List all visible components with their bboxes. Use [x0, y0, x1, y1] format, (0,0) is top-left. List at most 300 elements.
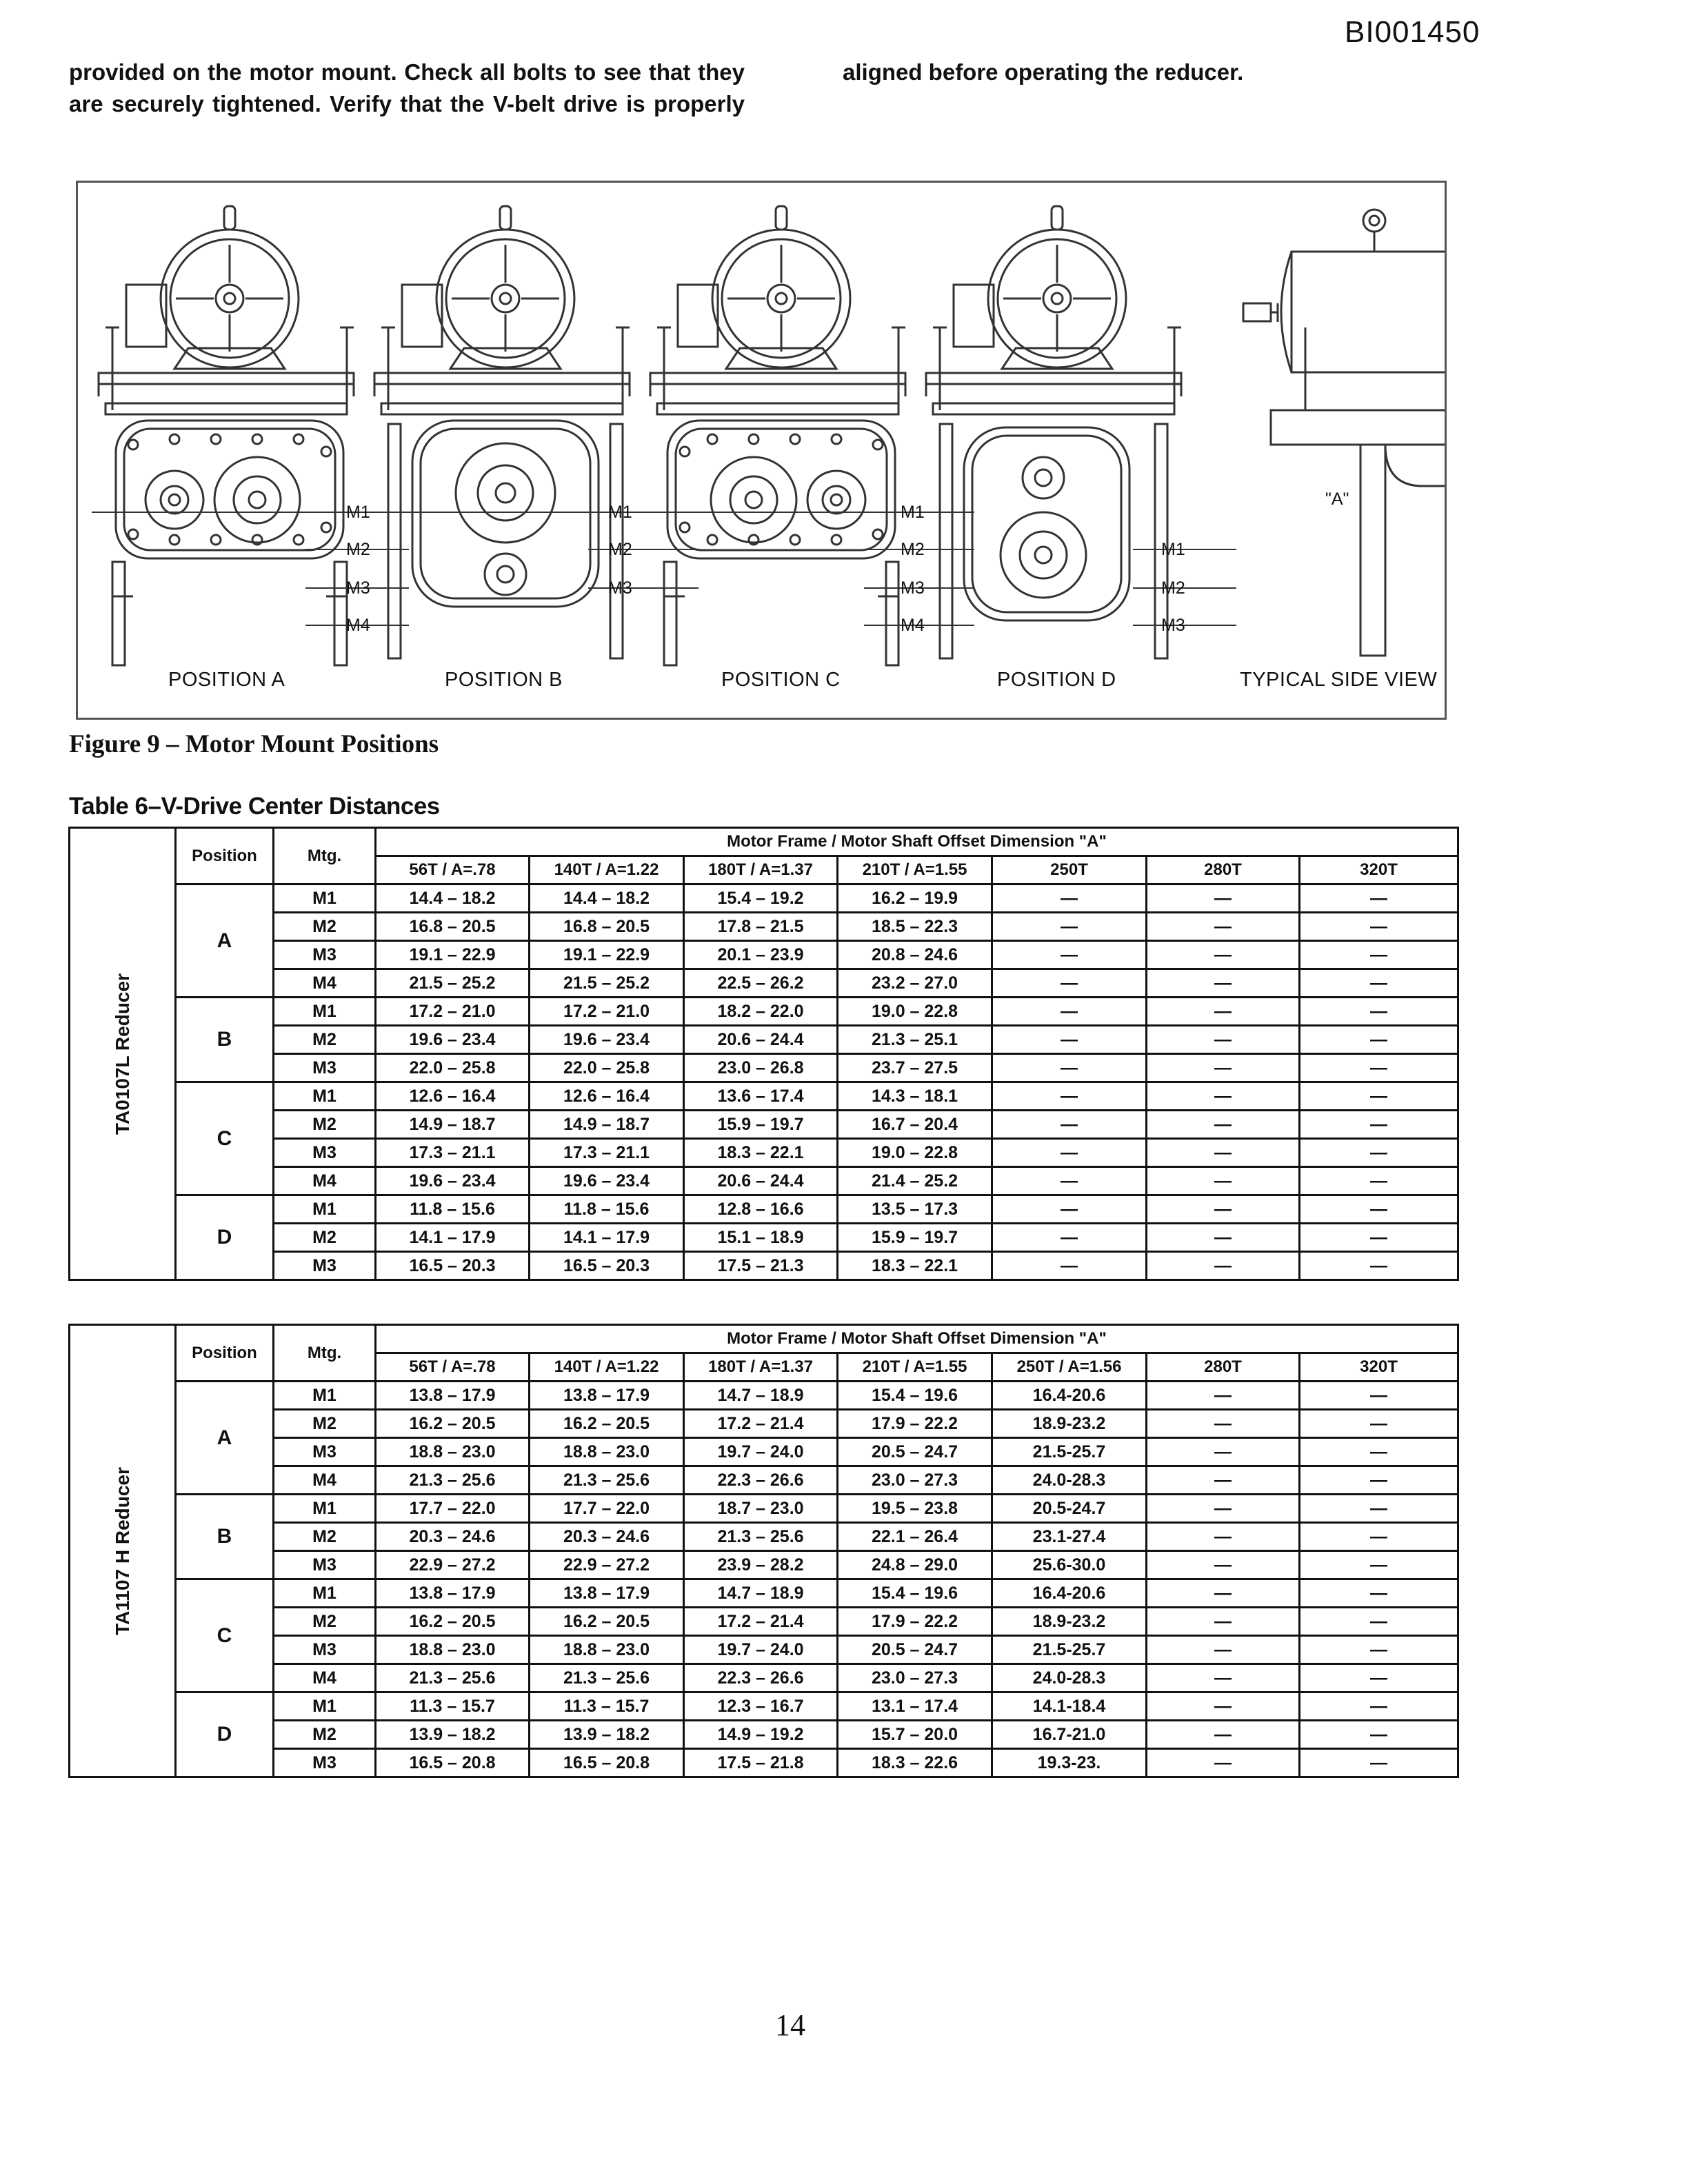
distance-cell: —: [1300, 1139, 1458, 1167]
distance-cell: —: [1147, 1382, 1300, 1410]
intro-text-left: [69, 57, 745, 120]
figure-caption: Figure 9 – Motor Mount Positions: [69, 730, 439, 758]
mtg-cell: M1: [274, 1382, 376, 1410]
table-row: [70, 1167, 1458, 1195]
distance-cell: —: [1147, 1466, 1300, 1495]
distance-cell: 24.0-28.3: [992, 1664, 1147, 1692]
caption-position-a: POSITION A: [168, 669, 285, 691]
distance-cell: 21.3 – 25.6: [530, 1664, 684, 1692]
distance-cell: 16.7 – 20.4: [838, 1111, 992, 1139]
distance-cell: 20.1 – 23.9: [684, 941, 838, 969]
distance-cell: 23.0 – 27.3: [838, 1466, 992, 1495]
table-row: [70, 1495, 1458, 1523]
distance-cell: —: [992, 1224, 1147, 1252]
distance-cell: —: [1300, 941, 1458, 969]
distance-cell: 18.2 – 22.0: [684, 998, 838, 1026]
distance-cell: 15.9 – 19.7: [838, 1224, 992, 1252]
distance-cell: —: [992, 998, 1147, 1026]
distance-cell: 14.1 – 17.9: [530, 1224, 684, 1252]
motor-frame-header: Motor Frame / Motor Shaft Offset Dimension "A": [376, 1325, 1458, 1353]
motor-mount-drawing: [78, 183, 1445, 718]
distance-cell: 19.0 – 22.8: [838, 1139, 992, 1167]
distance-cell: 22.5 – 26.2: [684, 969, 838, 998]
distance-cell: 22.3 – 26.6: [684, 1466, 838, 1495]
distance-cell: —: [1300, 1749, 1458, 1777]
distance-cell: 12.6 – 16.4: [530, 1082, 684, 1111]
distance-cell: 19.1 – 22.9: [376, 941, 530, 969]
intro-text-right: aligned before operating the reducer.: [843, 59, 1244, 85]
distance-cell: —: [1300, 1195, 1458, 1224]
distance-cell: 18.8 – 23.0: [530, 1438, 684, 1466]
distance-cell: 14.9 – 18.7: [376, 1111, 530, 1139]
dimension-a-label: "A": [1325, 489, 1349, 509]
distance-cell: —: [1300, 1111, 1458, 1139]
mount-label-d-m1: M1: [1161, 540, 1185, 559]
col-header: 320T: [1300, 856, 1458, 884]
distance-cell: —: [1147, 1139, 1300, 1167]
table-body: [70, 828, 1458, 1280]
mount-label-c-m2: M2: [901, 540, 925, 559]
distance-cell: —: [1300, 1664, 1458, 1692]
table-row: [70, 1054, 1458, 1082]
table-row: [70, 941, 1458, 969]
distance-cell: —: [1147, 1111, 1300, 1139]
distance-cell: —: [1300, 1252, 1458, 1280]
distance-cell: 13.9 – 18.2: [376, 1721, 530, 1749]
distance-cell: —: [1147, 1252, 1300, 1280]
distance-cell: 23.0 – 27.3: [838, 1664, 992, 1692]
distance-cell: —: [992, 1026, 1147, 1054]
distance-cell: —: [992, 1252, 1147, 1280]
distance-cell: 19.6 – 23.4: [530, 1167, 684, 1195]
distance-cell: 11.3 – 15.7: [530, 1692, 684, 1721]
distance-cell: —: [1300, 1692, 1458, 1721]
mount-label-d-m3: M3: [1161, 616, 1185, 635]
mount-label-c-m3: M3: [901, 578, 925, 598]
distance-cell: 24.0-28.3: [992, 1466, 1147, 1495]
position-cell: A: [176, 884, 274, 998]
distance-cell: —: [1300, 969, 1458, 998]
distance-cell: —: [1147, 1551, 1300, 1579]
distance-cell: 17.9 – 22.2: [838, 1410, 992, 1438]
distance-cell: 15.7 – 20.0: [838, 1721, 992, 1749]
distance-cell: —: [1300, 1026, 1458, 1054]
table-row: [70, 1608, 1458, 1636]
mtg-cell: M2: [274, 1026, 376, 1054]
table-row: [70, 1664, 1458, 1692]
distance-cell: 14.3 – 18.1: [838, 1082, 992, 1111]
distance-cell: 22.3 – 26.6: [684, 1664, 838, 1692]
position-cell: D: [176, 1692, 274, 1777]
distance-cell: 17.3 – 21.1: [530, 1139, 684, 1167]
distance-cell: 17.5 – 21.8: [684, 1749, 838, 1777]
col-header: 250T / A=1.56: [992, 1353, 1147, 1382]
distance-cell: —: [1147, 1167, 1300, 1195]
mtg-cell: M4: [274, 1167, 376, 1195]
table-row: [70, 1438, 1458, 1466]
distance-cell: 15.1 – 18.9: [684, 1224, 838, 1252]
distance-cell: 20.6 – 24.4: [684, 1167, 838, 1195]
distance-cell: —: [1147, 1054, 1300, 1082]
distance-cell: 21.5-25.7: [992, 1636, 1147, 1664]
distance-cell: —: [992, 884, 1147, 913]
distance-cell: 24.8 – 29.0: [838, 1551, 992, 1579]
distance-cell: —: [1147, 969, 1300, 998]
distance-cell: —: [1147, 1721, 1300, 1749]
distance-cell: 23.1-27.4: [992, 1523, 1147, 1551]
distance-cell: —: [1300, 1466, 1458, 1495]
distance-cell: —: [1300, 1438, 1458, 1466]
distance-cell: 23.2 – 27.0: [838, 969, 992, 998]
reducer-name: TA1107 H Reducer: [111, 1466, 133, 1635]
col-header: 140T / A=1.22: [530, 856, 684, 884]
distance-cell: —: [1147, 1636, 1300, 1664]
table-row: [70, 1410, 1458, 1438]
distance-cell: 22.0 – 25.8: [376, 1054, 530, 1082]
distance-cell: 20.3 – 24.6: [376, 1523, 530, 1551]
col-header: 56T / A=.78: [376, 856, 530, 884]
col-header: 210T / A=1.55: [838, 1353, 992, 1382]
distance-cell: 19.0 – 22.8: [838, 998, 992, 1026]
mtg-cell: M2: [274, 1523, 376, 1551]
position-cell: B: [176, 1495, 274, 1579]
distance-cell: 20.3 – 24.6: [530, 1523, 684, 1551]
mtg-header: Mtg.: [274, 828, 376, 884]
distance-cell: 19.5 – 23.8: [838, 1495, 992, 1523]
mtg-cell: M1: [274, 1579, 376, 1608]
caption-position-d: POSITION D: [997, 669, 1116, 691]
distance-cell: 15.4 – 19.6: [838, 1382, 992, 1410]
distance-cell: 19.3-23.: [992, 1749, 1147, 1777]
table-row: [70, 1195, 1458, 1224]
mtg-header: Mtg.: [274, 1325, 376, 1382]
col-header: 180T / A=1.37: [684, 1353, 838, 1382]
distance-cell: 16.2 – 20.5: [530, 1608, 684, 1636]
distance-cell: —: [1147, 1495, 1300, 1523]
motor-mount-figure: [76, 181, 1447, 720]
distance-cell: —: [1300, 1224, 1458, 1252]
mtg-cell: M1: [274, 1082, 376, 1111]
table-row: [70, 1111, 1458, 1139]
distance-cell: 22.0 – 25.8: [530, 1054, 684, 1082]
distance-cell: 18.9-23.2: [992, 1608, 1147, 1636]
distance-cell: 20.5-24.7: [992, 1495, 1147, 1523]
distance-cell: —: [1147, 1195, 1300, 1224]
distance-cell: 14.9 – 19.2: [684, 1721, 838, 1749]
side-view-drawing: [1243, 210, 1445, 656]
table-row: [70, 913, 1458, 941]
distance-cell: 16.2 – 20.5: [376, 1608, 530, 1636]
table-row: [70, 1551, 1458, 1579]
mtg-cell: M3: [274, 1438, 376, 1466]
reducer-label-cell: [70, 828, 176, 1280]
caption-side-view: TYPICAL SIDE VIEW: [1240, 669, 1438, 691]
mtg-cell: M2: [274, 1224, 376, 1252]
distance-cell: 13.9 – 18.2: [530, 1721, 684, 1749]
distance-cell: 16.4-20.6: [992, 1579, 1147, 1608]
distance-cell: 13.6 – 17.4: [684, 1082, 838, 1111]
position-b-drawing: [368, 206, 699, 658]
distance-cell: 13.5 – 17.3: [838, 1195, 992, 1224]
distance-cell: 16.5 – 20.8: [530, 1749, 684, 1777]
distance-cell: 23.9 – 28.2: [684, 1551, 838, 1579]
mount-label-c-m4: M4: [901, 616, 925, 635]
distance-cell: 25.6-30.0: [992, 1551, 1147, 1579]
table-row: [70, 1139, 1458, 1167]
distance-cell: —: [992, 941, 1147, 969]
distance-cell: 22.1 – 26.4: [838, 1523, 992, 1551]
distance-cell: 14.1-18.4: [992, 1692, 1147, 1721]
table-row: [70, 1252, 1458, 1280]
mtg-cell: M2: [274, 1410, 376, 1438]
distance-cell: —: [1147, 941, 1300, 969]
mtg-cell: M4: [274, 1466, 376, 1495]
distance-cell: 18.3 – 22.6: [838, 1749, 992, 1777]
distance-cell: 17.7 – 22.0: [530, 1495, 684, 1523]
distance-cell: —: [1300, 1523, 1458, 1551]
distance-cell: 17.3 – 21.1: [376, 1139, 530, 1167]
table-row: [70, 1224, 1458, 1252]
distance-cell: —: [1147, 1664, 1300, 1692]
distance-cell: 11.8 – 15.6: [376, 1195, 530, 1224]
distance-cell: 16.5 – 20.8: [376, 1749, 530, 1777]
distance-cell: 21.3 – 25.1: [838, 1026, 992, 1054]
vdrive-table-ta0107l: [68, 827, 1459, 1281]
mtg-cell: M1: [274, 1195, 376, 1224]
distance-cell: —: [992, 1111, 1147, 1139]
distance-cell: —: [1147, 1026, 1300, 1054]
distance-cell: 16.8 – 20.5: [376, 913, 530, 941]
caption-position-b: POSITION B: [445, 669, 563, 691]
distance-cell: 13.8 – 17.9: [530, 1382, 684, 1410]
distance-cell: —: [1147, 1082, 1300, 1111]
distance-cell: —: [1147, 1410, 1300, 1438]
distance-cell: —: [1300, 1721, 1458, 1749]
distance-cell: —: [1300, 1082, 1458, 1111]
mount-label-a-m4: M4: [346, 616, 370, 635]
distance-cell: —: [1300, 1551, 1458, 1579]
table-caption: Table 6–V-Drive Center Distances: [69, 793, 440, 820]
distance-cell: 21.5 – 25.2: [530, 969, 684, 998]
mtg-cell: M4: [274, 969, 376, 998]
position-header: Position: [176, 828, 274, 884]
table-row: [70, 884, 1458, 913]
distance-cell: 15.4 – 19.2: [684, 884, 838, 913]
distance-cell: 13.8 – 17.9: [376, 1382, 530, 1410]
distance-cell: 17.8 – 21.5: [684, 913, 838, 941]
page-number: 14: [775, 2008, 805, 2042]
position-d-drawing: [926, 206, 1236, 658]
distance-cell: 18.8 – 23.0: [530, 1636, 684, 1664]
distance-cell: 18.5 – 22.3: [838, 913, 992, 941]
caption-position-c: POSITION C: [721, 669, 841, 691]
distance-cell: —: [1300, 1636, 1458, 1664]
distance-cell: 22.9 – 27.2: [376, 1551, 530, 1579]
table-row: [70, 1082, 1458, 1111]
distance-cell: 18.9-23.2: [992, 1410, 1147, 1438]
vdrive-table-ta1107h: [68, 1324, 1459, 1778]
table-row: [70, 1466, 1458, 1495]
mount-label-a-m2: M2: [346, 540, 370, 559]
distance-cell: 20.5 – 24.7: [838, 1636, 992, 1664]
distance-cell: 19.7 – 24.0: [684, 1636, 838, 1664]
distance-cell: 22.9 – 27.2: [530, 1551, 684, 1579]
distance-cell: —: [1147, 1438, 1300, 1466]
mount-label-d-m2: M2: [1161, 578, 1185, 598]
distance-cell: 23.7 – 27.5: [838, 1054, 992, 1082]
col-header: 56T / A=.78: [376, 1353, 530, 1382]
distance-cell: 15.4 – 19.6: [838, 1579, 992, 1608]
mount-label-b-m3: M3: [608, 578, 632, 598]
distance-cell: 18.3 – 22.1: [838, 1252, 992, 1280]
distance-cell: 13.8 – 17.9: [376, 1579, 530, 1608]
distance-cell: —: [1147, 1579, 1300, 1608]
distance-cell: —: [992, 1167, 1147, 1195]
mount-label-c-m1: M1: [901, 503, 925, 522]
distance-cell: —: [992, 1195, 1147, 1224]
mtg-cell: M2: [274, 1111, 376, 1139]
distance-cell: 16.5 – 20.3: [376, 1252, 530, 1280]
distance-cell: —: [1147, 884, 1300, 913]
mount-label-a-m1: M1: [346, 503, 370, 522]
distance-cell: 21.3 – 25.6: [376, 1466, 530, 1495]
distance-cell: 14.7 – 18.9: [684, 1382, 838, 1410]
col-header: 280T: [1147, 856, 1300, 884]
table-row: [70, 1721, 1458, 1749]
distance-cell: —: [1147, 998, 1300, 1026]
mtg-cell: M1: [274, 1692, 376, 1721]
distance-cell: —: [992, 1054, 1147, 1082]
distance-cell: —: [1300, 1382, 1458, 1410]
distance-cell: —: [992, 1139, 1147, 1167]
table-row: [70, 1636, 1458, 1664]
distance-cell: 16.4-20.6: [992, 1382, 1147, 1410]
motor-frame-header: Motor Frame / Motor Shaft Offset Dimension "A": [376, 828, 1458, 856]
distance-cell: —: [1147, 913, 1300, 941]
distance-cell: —: [1300, 1579, 1458, 1608]
distance-cell: 21.5 – 25.2: [376, 969, 530, 998]
distance-cell: 21.3 – 25.6: [684, 1523, 838, 1551]
distance-cell: 21.3 – 25.6: [530, 1466, 684, 1495]
distance-cell: 17.5 – 21.3: [684, 1252, 838, 1280]
distance-cell: 18.3 – 22.1: [684, 1139, 838, 1167]
distance-cell: 16.2 – 19.9: [838, 884, 992, 913]
position-cell: C: [176, 1082, 274, 1195]
mtg-cell: M1: [274, 998, 376, 1026]
distance-cell: 19.7 – 24.0: [684, 1438, 838, 1466]
distance-cell: 14.9 – 18.7: [530, 1111, 684, 1139]
distance-cell: —: [1300, 1608, 1458, 1636]
distance-cell: 18.7 – 23.0: [684, 1495, 838, 1523]
mount-label-b-m1: M1: [608, 503, 632, 522]
distance-cell: —: [992, 913, 1147, 941]
distance-cell: —: [1147, 1523, 1300, 1551]
mtg-cell: M4: [274, 1664, 376, 1692]
distance-cell: 12.6 – 16.4: [376, 1082, 530, 1111]
distance-cell: 19.6 – 23.4: [376, 1167, 530, 1195]
distance-cell: —: [1300, 998, 1458, 1026]
distance-cell: 21.5-25.7: [992, 1438, 1147, 1466]
table-row: [70, 1523, 1458, 1551]
col-header: 280T: [1147, 1353, 1300, 1382]
position-cell: D: [176, 1195, 274, 1280]
distance-cell: —: [1300, 1410, 1458, 1438]
position-header: Position: [176, 1325, 274, 1382]
distance-cell: 15.9 – 19.7: [684, 1111, 838, 1139]
distance-cell: 17.2 – 21.0: [376, 998, 530, 1026]
distance-cell: 16.5 – 20.3: [530, 1252, 684, 1280]
distance-cell: 12.3 – 16.7: [684, 1692, 838, 1721]
intro-line-1: provided on the motor mount. Check all bolts to see that they: [69, 59, 745, 85]
distance-cell: 17.2 – 21.4: [684, 1410, 838, 1438]
distance-cell: 23.0 – 26.8: [684, 1054, 838, 1082]
distance-cell: 19.6 – 23.4: [376, 1026, 530, 1054]
table-row: [70, 1692, 1458, 1721]
distance-cell: 13.8 – 17.9: [530, 1579, 684, 1608]
position-cell: A: [176, 1382, 274, 1495]
distance-cell: —: [1300, 1495, 1458, 1523]
distance-cell: —: [992, 969, 1147, 998]
distance-cell: 17.7 – 22.0: [376, 1495, 530, 1523]
mount-label-a-m3: M3: [346, 578, 370, 598]
distance-cell: 20.5 – 24.7: [838, 1438, 992, 1466]
distance-cell: 21.3 – 25.6: [376, 1664, 530, 1692]
distance-cell: 14.1 – 17.9: [376, 1224, 530, 1252]
distance-cell: 14.7 – 18.9: [684, 1579, 838, 1608]
distance-cell: —: [1147, 1749, 1300, 1777]
table-row: [70, 969, 1458, 998]
mtg-cell: M2: [274, 1721, 376, 1749]
distance-cell: —: [1300, 1167, 1458, 1195]
position-cell: C: [176, 1579, 274, 1692]
table-row: [70, 1026, 1458, 1054]
intro-line-2: are securely tightened. Verify that the V-belt drive is properly: [69, 91, 745, 117]
distance-cell: —: [1147, 1608, 1300, 1636]
distance-cell: —: [1300, 1054, 1458, 1082]
distance-cell: 13.1 – 17.4: [838, 1692, 992, 1721]
mtg-cell: M3: [274, 1551, 376, 1579]
table-row: [70, 1382, 1458, 1410]
col-header: 140T / A=1.22: [530, 1353, 684, 1382]
distance-cell: 16.7-21.0: [992, 1721, 1147, 1749]
mtg-cell: M2: [274, 913, 376, 941]
document-id: BI001450: [1345, 15, 1480, 49]
distance-cell: 11.8 – 15.6: [530, 1195, 684, 1224]
distance-cell: 12.8 – 16.6: [684, 1195, 838, 1224]
distance-cell: 19.6 – 23.4: [530, 1026, 684, 1054]
distance-cell: 20.8 – 24.6: [838, 941, 992, 969]
distance-cell: 18.8 – 23.0: [376, 1636, 530, 1664]
table-row: [70, 998, 1458, 1026]
distance-cell: 19.1 – 22.9: [530, 941, 684, 969]
mtg-cell: M2: [274, 1608, 376, 1636]
distance-cell: 14.4 – 18.2: [376, 884, 530, 913]
position-c-drawing: [643, 206, 974, 665]
distance-cell: —: [1300, 913, 1458, 941]
table-row: [70, 1579, 1458, 1608]
table-row: [70, 1749, 1458, 1777]
mtg-cell: M3: [274, 941, 376, 969]
distance-cell: —: [992, 1082, 1147, 1111]
distance-cell: 18.8 – 23.0: [376, 1438, 530, 1466]
distance-cell: 16.2 – 20.5: [376, 1410, 530, 1438]
mtg-cell: M3: [274, 1139, 376, 1167]
distance-cell: 17.2 – 21.0: [530, 998, 684, 1026]
col-header: 180T / A=1.37: [684, 856, 838, 884]
distance-cell: 17.9 – 22.2: [838, 1608, 992, 1636]
distance-cell: 21.4 – 25.2: [838, 1167, 992, 1195]
position-cell: B: [176, 998, 274, 1082]
